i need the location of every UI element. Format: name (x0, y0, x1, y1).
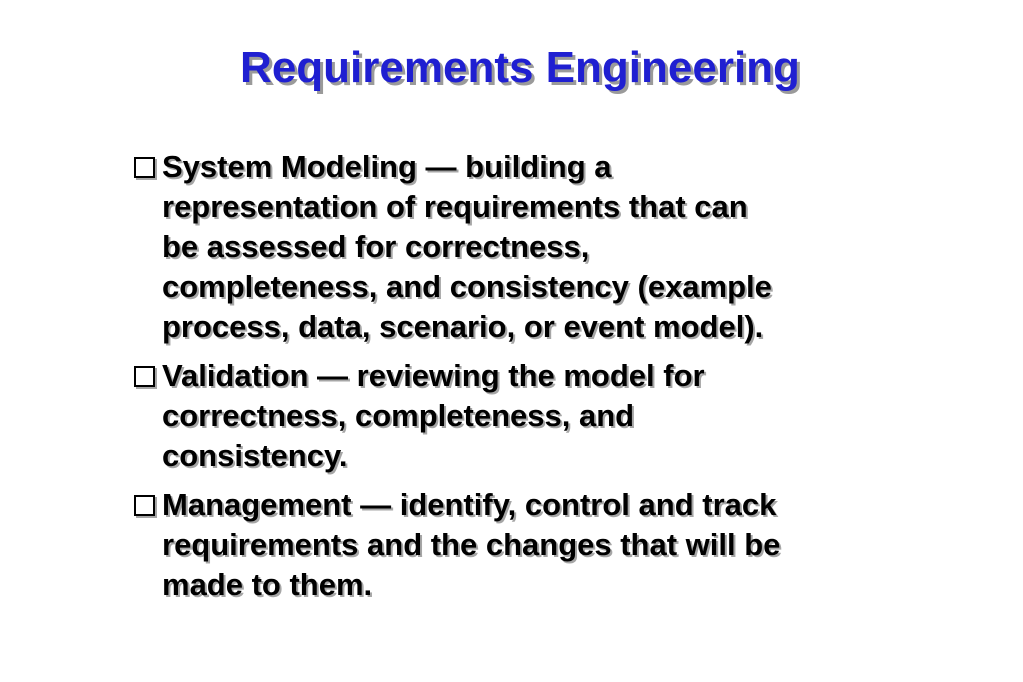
bullet-line: Management — identify, control and track (162, 487, 777, 522)
slide-title: Requirements Engineering (240, 43, 800, 92)
hollow-square-bullet-icon (134, 366, 155, 387)
bullet-line: correctness, completeness, and (162, 398, 635, 433)
bullet-list (132, 147, 982, 614)
bullet-line: made to them. (162, 567, 373, 602)
bullet-line: requirements and the changes that will be (162, 527, 781, 562)
bullet-item-system-modeling (132, 147, 982, 347)
bullet-line: representation of requirements that can (162, 189, 748, 224)
bullet-line: completeness, and consistency (example (162, 269, 772, 304)
bullet-item-validation (132, 356, 982, 476)
bullet-item-management (132, 485, 982, 605)
bullet-line: be assessed for correctness, (162, 229, 590, 264)
bullet-line: System Modeling — building a (162, 149, 612, 184)
bullet-line: consistency. (162, 438, 348, 473)
bullet-line: Validation — reviewing the model for (162, 358, 705, 393)
bullet-line: process, data, scenario, or event model). (162, 309, 764, 344)
hollow-square-bullet-icon (134, 495, 155, 516)
hollow-square-bullet-icon (134, 157, 155, 178)
